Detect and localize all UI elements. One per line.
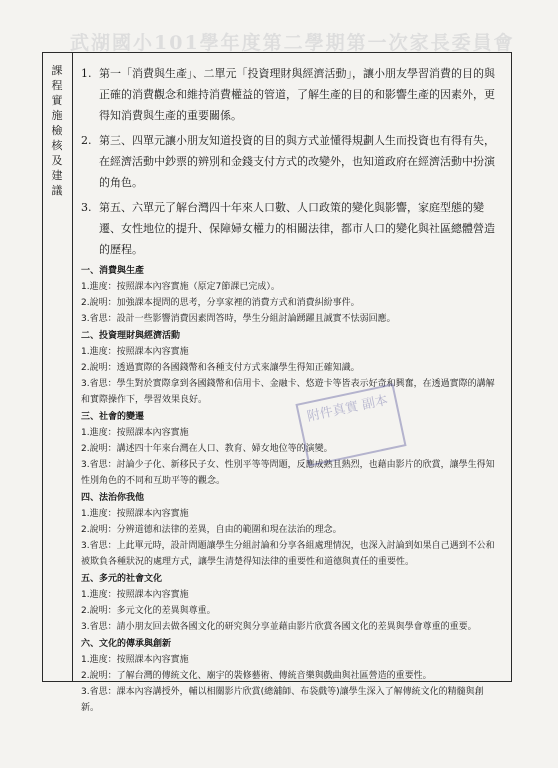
- content-cell: [81, 63, 501, 716]
- certification-stamp: 附件真實 副本: [295, 383, 406, 466]
- section-line: 3.省思：課本內容講授外，輔以相關影片欣賞(總舖師、布袋戲等)讓學生深入了解傳統文化的精髓與創新。: [81, 687, 484, 713]
- point-number: 1.: [81, 67, 92, 80]
- point-number: 3.: [81, 201, 92, 214]
- unit-section: [81, 491, 501, 570]
- section-line: 1.進度：按照課本內容實施: [81, 428, 189, 438]
- section-heading: 六、文化的傳承與創新: [81, 639, 172, 649]
- unit-section: [81, 572, 501, 635]
- section-line: 3.省思：上此單元時，設計問題讓學生分組討論和分享各組處理情況，也深入討論到如果自己遇到不公和被欺負各種狀況的處理方式，讓學生清楚得知法律的重要性和道德與責任的重要性。: [81, 541, 495, 567]
- section-line: 3.省思：請小朋友回去做各國文化的研究與分享並藉由影片欣賞各國文化的差異與學會尊重的重要。: [81, 622, 477, 632]
- section-line: 1.進度：按照課本內容實施: [81, 347, 189, 357]
- point-text: 第一「消費與生產」、二單元「投資理財與經濟活動」，讓小朋友學習消費的目的與正確的消費觀念和維持消費權益的管道，了解生產的目的和影響生產的因素外，更得知消費與生產的重要關係。: [99, 67, 495, 122]
- unit-section: [81, 410, 501, 489]
- unit-section: [81, 264, 501, 327]
- section-line: 3.省思：設計一些影響消費因素問答時，學生分組討論踴躍且誠實不怯弱回應。: [81, 314, 396, 324]
- unit-section: [81, 329, 501, 408]
- section-line: 1.進度：按照課本內容實施: [81, 509, 189, 519]
- section-line: 3.省思：討論少子化、新移民子女、性別平等等問題，反應成熟且熱烈，也藉由影片的欣賞，讓學生得知性別角色的不同和互助平等的觀念。: [81, 460, 495, 486]
- label-column: [43, 53, 73, 681]
- section-heading: 二、投資理財與經濟活動: [81, 331, 181, 341]
- point-text: 第三、四單元讓小朋友知道投資的目的與方式並懂得規劃人生而投資也有得有失，在經濟活動中鈔票的辨別和金錢支付方式的改變外，也知道政府在經濟活動中扮演的角色。: [99, 134, 495, 189]
- summary-point: [81, 197, 501, 260]
- faded-header-bleed: 武湖國小101學年度第二學期第一次家長委員會: [70, 32, 515, 54]
- section-heading: 一、消費與生產: [81, 266, 145, 276]
- section-line: 2.說明：多元文化的差異與尊重。: [81, 606, 216, 616]
- section-line: 2.說明：了解台灣的傳統文化、廟宇的裝修藝術、傳統音樂與戲曲與社區營造的重要性。: [81, 671, 432, 681]
- section-line: 2.說明：講述四十年來台灣在人口、教育、婦女地位等的演變。: [81, 444, 333, 454]
- point-text: 第五、六單元了解台灣四十年來人口數、人口政策的變化與影響，家庭型態的變遷、女性地位的提升、保障婦女權力的相關法律，都市人口的變化與社區總體營造的歷程。: [99, 201, 495, 256]
- document-table: [42, 52, 512, 713]
- section-line: 2.說明：分辨道德和法律的差異，自由的範圍和現在法治的理念。: [81, 525, 342, 535]
- section-heading: 五、多元的社會文化: [81, 574, 163, 584]
- section-line: 2.說明：加強課本提問的思考，分享家裡的消費方式和消費糾紛事件。: [81, 298, 360, 308]
- summary-point: [81, 130, 501, 193]
- section-line: 2.說明：透過實際的各國錢幣和各種支付方式來讓學生得知正確知識。: [81, 363, 360, 373]
- unit-section: [81, 637, 501, 716]
- section-heading: 三、社會的變遷: [81, 412, 145, 422]
- section-line: 3.省思：學生對於實際拿到各國錢幣和信用卡、金融卡、悠遊卡等皆表示好奇和興奮，在透過實際的講解和實際操作下，學習效果良好。: [81, 379, 495, 405]
- summary-point: [81, 63, 501, 126]
- section-heading: 四、法治你我他: [81, 493, 145, 503]
- point-number: 2.: [81, 134, 92, 147]
- section-line: 1.進度：按照課本內容實施（原定7節課已完成）。: [81, 282, 280, 292]
- section-line: 1.進度：按照課本內容實施: [81, 590, 189, 600]
- section-line: 1.進度：按照課本內容實施: [81, 655, 189, 665]
- row-label: 課程實施檢核及建議: [51, 64, 63, 197]
